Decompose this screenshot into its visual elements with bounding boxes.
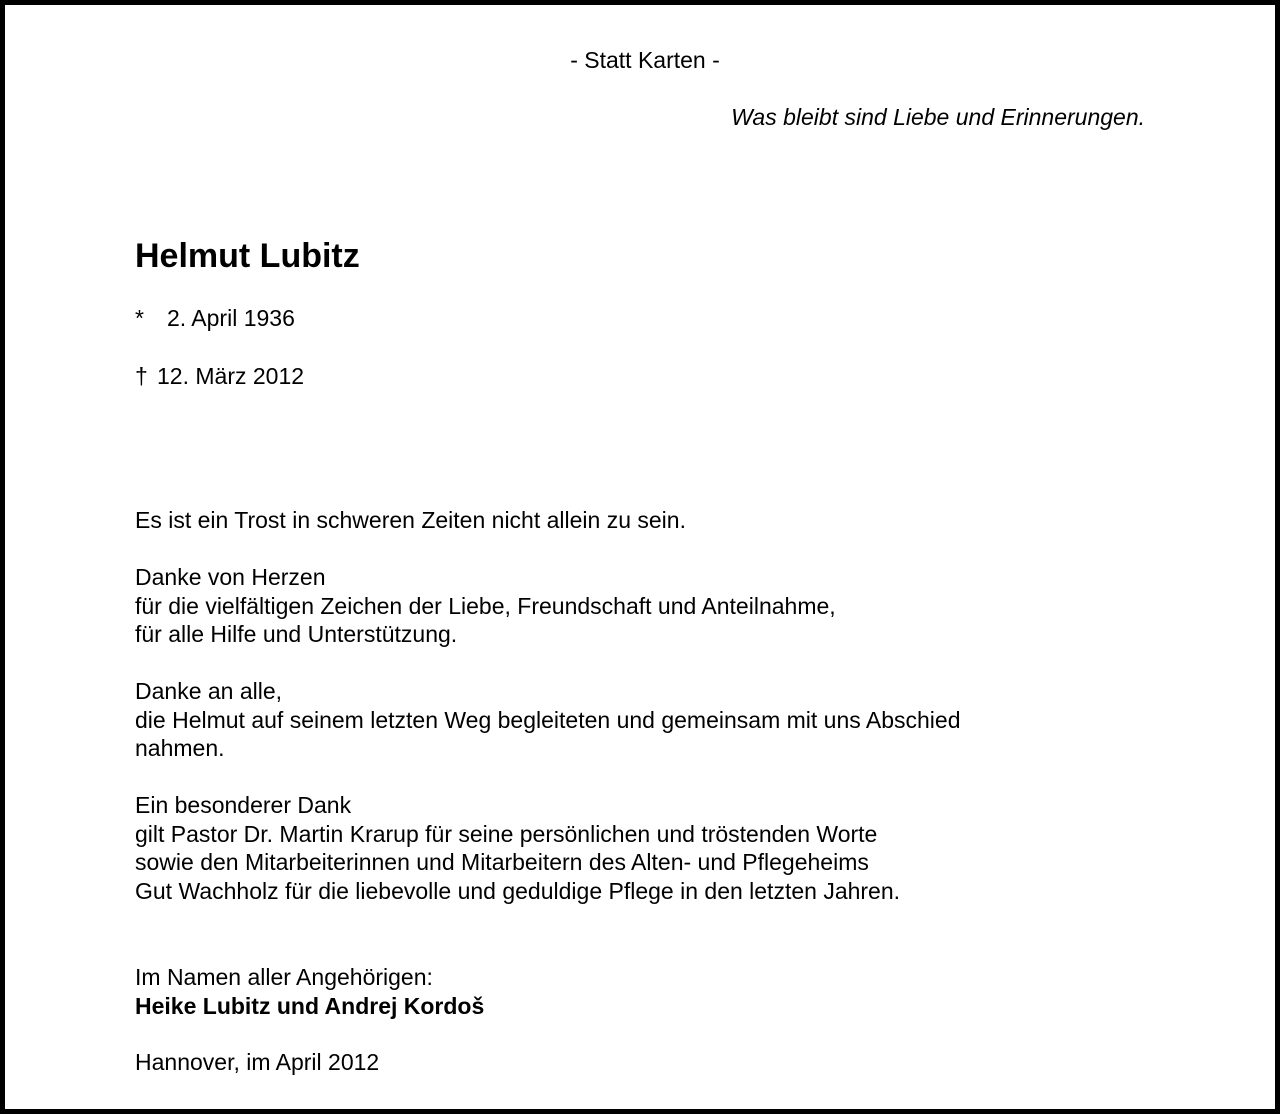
death-date: 12. März 2012 <box>157 363 305 389</box>
paragraph-line: Danke an alle, <box>135 678 283 704</box>
paragraph-line: gilt Pastor Dr. Martin Krarup für seine persönlichen und tröstenden Worte <box>135 820 878 847</box>
statt-karten-header: - Statt Karten - <box>570 47 720 73</box>
paragraph-line: Danke von Herzen <box>135 564 326 590</box>
trost-sentence: Es ist ein Trost in schweren Zeiten nicht allein zu sein. <box>135 507 686 533</box>
death-line <box>135 362 304 391</box>
signature-intro: Im Namen aller Angehörigen: <box>135 964 433 990</box>
paragraph-line: die Helmut auf seinem letzten Weg begleiteten und gemeinsam mit uns Abschied <box>135 706 961 733</box>
paragraph-line: sowie den Mitarbeiterinnen und Mitarbeitern des Alten- und Pflegeheims <box>135 849 869 875</box>
paragraph-line: für die vielfältigen Zeichen der Liebe, Freundschaft und Anteilnahme, <box>135 592 836 619</box>
besonderer-dank-paragraph <box>135 791 900 905</box>
place-date: Hannover, im April 2012 <box>135 1049 380 1075</box>
paragraph-line: für alle Hilfe und Unterstützung. <box>135 621 458 647</box>
motto-quote: Was bleibt sind Liebe und Erinnerungen. <box>731 104 1145 130</box>
signature-block <box>135 963 484 1020</box>
paragraph-line: Gut Wachholz für die liebevolle und geduldige Pflege in den letzten Jahren. <box>135 877 901 904</box>
deceased-name: Helmut Lubitz <box>135 237 360 275</box>
birth-star-icon: * <box>135 305 144 331</box>
birth-date: 2. April 1936 <box>167 305 295 331</box>
paragraph-line: Ein besonderer Dank <box>135 792 352 818</box>
signature-names: Heike Lubitz und Andrej Kordoš <box>135 992 485 1019</box>
death-cross-icon: † <box>135 363 148 389</box>
birth-line <box>135 304 295 333</box>
danke-alle-paragraph <box>135 677 960 763</box>
paragraph-line: nahmen. <box>135 735 225 761</box>
danke-herzen-paragraph <box>135 563 836 649</box>
